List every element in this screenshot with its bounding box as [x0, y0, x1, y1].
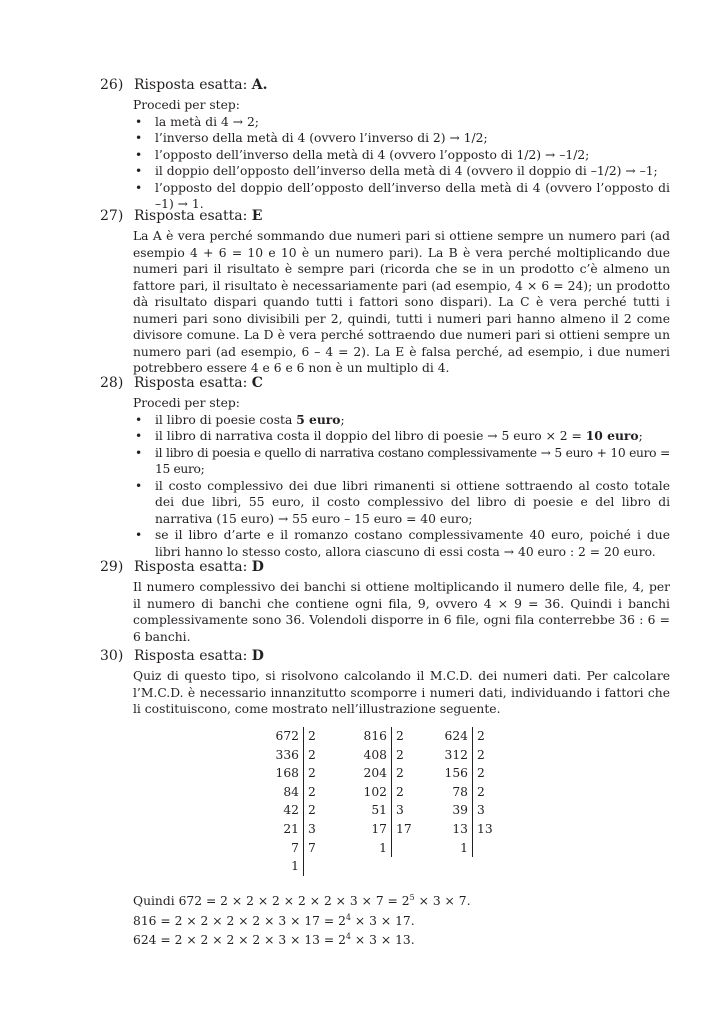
dividend: 7	[291, 840, 299, 855]
question-number: 28)	[100, 375, 124, 391]
dividend: 13	[452, 821, 468, 836]
dividend: 168	[275, 766, 299, 781]
prime-factor	[392, 839, 433, 858]
question-29-heading	[100, 558, 670, 576]
answer-letter: D	[251, 648, 264, 664]
prime-factor	[473, 839, 514, 858]
factor-row	[275, 839, 344, 858]
intro-text: Procedi per step:	[133, 396, 240, 410]
intro-text: Procedi per step:	[133, 98, 240, 112]
answer-letter: A.	[251, 77, 268, 93]
question-27-heading	[100, 207, 670, 225]
factor-row	[444, 820, 513, 839]
explanation-text: La A è vera perché sommando due numeri pari si ottiene sempre un numero pari (ad esempio 4 + 6 = 10 e 10 è un numero pari). La B è vera perché moltiplicando due numeri pari il risultato è sempre pari (ricorda che se in un prodotto c’è almeno un fattore pari, il risultato è necessariamente pari (ad esempio, 4 × 6 = 24); un prodotto dà risultato dispari quando tutti i fattori sono dispari). La C è vera perché tutti i numeri pari sono divisibili per 2, quindi, tutti i numeri pari hanno almeno il 2 come divisore comune. La D è vera perché sottraendo due numeri pari si ottieni sempre un numero pari (ad esempio, 6 – 4 = 2). La E è falsa perché, ad esempio, i due numeri potrebbero essere 4 e 6 e 6 non è un multiplo di 4.	[133, 229, 670, 375]
dividend: 51	[371, 803, 387, 818]
question-28-heading	[100, 374, 670, 392]
dividend: 78	[452, 784, 468, 799]
answer-label: Risposta esatta:	[134, 208, 252, 224]
list-item: • il libro di narrativa costa il doppio del libro di poesie → 5 euro × 2 = 10 euro;	[133, 428, 670, 445]
prime-factor: 17	[392, 820, 433, 839]
question-number: 29)	[100, 559, 124, 575]
prime-factor: 2	[392, 727, 433, 746]
prime-factor: 2	[392, 746, 433, 765]
dividend: 39	[452, 803, 468, 818]
question-30-heading	[100, 647, 670, 665]
factor-row	[444, 839, 513, 858]
factor-row	[363, 820, 432, 839]
explanation-text: Quiz di questo tipo, si risolvono calcolando il M.C.D. dei numeri dati. Per calcolare l’M.C.D. è necessario innanzitutto scomporre i numeri dati, individuando i fattori che li costituiscono, come mostrato nell’illustrazione seguente.	[133, 669, 670, 716]
dividend: 408	[363, 747, 387, 762]
answer-letter: C	[251, 375, 263, 391]
question-number: 27)	[100, 208, 124, 224]
factor-row	[275, 783, 344, 802]
dividend: 42	[283, 803, 299, 818]
list-item: • se il libro d’arte e il romanzo costano complessivamente 40 euro, poiché i due libri hanno lo stesso costo, allora ciascuno di essi costa → 40 euro : 2 = 20 euro.	[133, 527, 670, 560]
factorization-672	[275, 727, 344, 876]
dividend: 312	[444, 747, 468, 762]
list-item: • il libro di poesia e quello di narrativa costano complessivamente → 5 euro + 10 euro = 15 euro;	[133, 445, 670, 478]
dividend: 102	[363, 784, 387, 799]
prime-factor: 3	[392, 801, 433, 820]
factorization-624	[444, 727, 513, 857]
step-list	[133, 412, 670, 561]
prime-factor: 2	[473, 727, 514, 746]
factor-row	[275, 727, 344, 746]
prime-factor: 7	[304, 839, 345, 858]
factorization-results	[133, 890, 471, 949]
factor-row	[275, 857, 344, 876]
prime-factor: 2	[304, 783, 345, 802]
dividend: 1	[460, 840, 468, 855]
dividend: 204	[363, 766, 387, 781]
question-30	[100, 647, 670, 718]
dividend: 672	[275, 729, 299, 743]
question-number: 26)	[100, 77, 124, 93]
list-item: • il doppio dell’opposto dell’inverso della metà di 4 (ovvero il doppio di –1/2) → –1;	[133, 163, 670, 180]
factor-row	[363, 764, 432, 783]
dividend: 336	[275, 747, 299, 762]
question-28	[100, 374, 670, 560]
factor-row	[444, 764, 513, 783]
factor-row	[444, 727, 513, 746]
factor-row	[363, 727, 432, 746]
question-26-heading	[100, 76, 670, 94]
prime-factor: 3	[304, 820, 345, 839]
factor-row	[363, 839, 432, 858]
answer-letter: E	[251, 208, 263, 224]
list-item: • l’opposto dell’inverso della metà di 4 (ovvero l’opposto di 1/2) → –1/2;	[133, 147, 670, 164]
factor-row	[363, 783, 432, 802]
prime-factor: 2	[304, 801, 345, 820]
prime-factor: 3	[473, 801, 514, 820]
step-list	[133, 114, 670, 213]
factor-row	[363, 801, 432, 820]
prime-factor: 2	[392, 764, 433, 783]
question-29	[100, 558, 670, 645]
result-624: $624 = 2 \times 2 \times 2 \times 2 \times 3 \times 13 = 2^4 \times 3 \times 13$.	[133, 932, 415, 947]
answer-label: Risposta esatta:	[134, 648, 252, 664]
question-27	[100, 207, 670, 377]
prime-factor: 2	[304, 764, 345, 783]
list-item: • il libro di poesie costa 5 euro;	[133, 412, 670, 429]
prime-factor: 2	[304, 746, 345, 765]
factor-row	[444, 801, 513, 820]
answer-label: Risposta esatta:	[134, 559, 252, 575]
result-816: $816 = 2 \times 2 \times 2 \times 2 \times 3 \times 17 = 2^4 \times 3 \times 17$.	[133, 912, 415, 928]
factor-row	[444, 783, 513, 802]
factor-row	[363, 746, 432, 765]
prime-factor: 13	[473, 820, 514, 839]
factorization-816	[363, 727, 432, 857]
prime-factor: 2	[392, 783, 433, 802]
dividend: 624	[444, 729, 468, 743]
question-26	[100, 76, 670, 213]
answer-label: Risposta esatta:	[134, 77, 252, 93]
answer-letter: D	[251, 559, 264, 575]
prime-factor	[304, 857, 345, 876]
factor-row	[275, 764, 344, 783]
factor-row	[275, 820, 344, 839]
prime-factor: 2	[473, 746, 514, 765]
prime-factor: 2	[473, 783, 514, 802]
factor-row	[275, 801, 344, 820]
list-item: • l’opposto del doppio dell’opposto dell’inverso della metà di 4 (ovvero l’opposto di –1) → 1.	[133, 180, 670, 213]
factor-row	[444, 746, 513, 765]
dividend: 1	[291, 859, 299, 874]
dividend: 816	[363, 729, 387, 743]
factor-row	[275, 746, 344, 765]
result-672: Quindi $672 = 2 \times 2 \times 2 \times 2 \times 2 \times 3 \times 7 = 2^5 \times 3 \times 7$.	[133, 893, 471, 908]
dividend: 17	[371, 821, 387, 836]
answer-label: Risposta esatta:	[134, 375, 252, 391]
prime-factor: 2	[304, 727, 345, 746]
dividend: 1	[379, 840, 387, 855]
list-item: • il costo complessivo dei due libri rimanenti si ottiene sottraendo al costo totale dei due libri, 55 euro, il costo complessivo del libro di poesie e del libro di narrativa (15 euro) → 55 euro – 15 euro = 40 euro;	[133, 478, 670, 528]
dividend: 84	[283, 784, 299, 799]
explanation-text: Il numero complessivo dei banchi si ottiene moltiplicando il numero delle file, 4, per il numero di banchi che contiene ogni fila, 9, ovvero 4 × 9 = 36. Quindi i banchi complessivamente sono 36. Volendoli disporre in 6 file, ogni fila conterrebbe 36 : 6 = 6 banchi.	[133, 580, 670, 644]
dividend: 156	[444, 766, 468, 781]
question-number: 30)	[100, 648, 124, 664]
list-item: • la metà di 4 → 2;	[133, 114, 670, 131]
dividend: 21	[283, 821, 299, 836]
prime-factor: 2	[473, 764, 514, 783]
list-item: • l’inverso della metà di 4 (ovvero l’inverso di 2) → 1/2;	[133, 130, 670, 147]
